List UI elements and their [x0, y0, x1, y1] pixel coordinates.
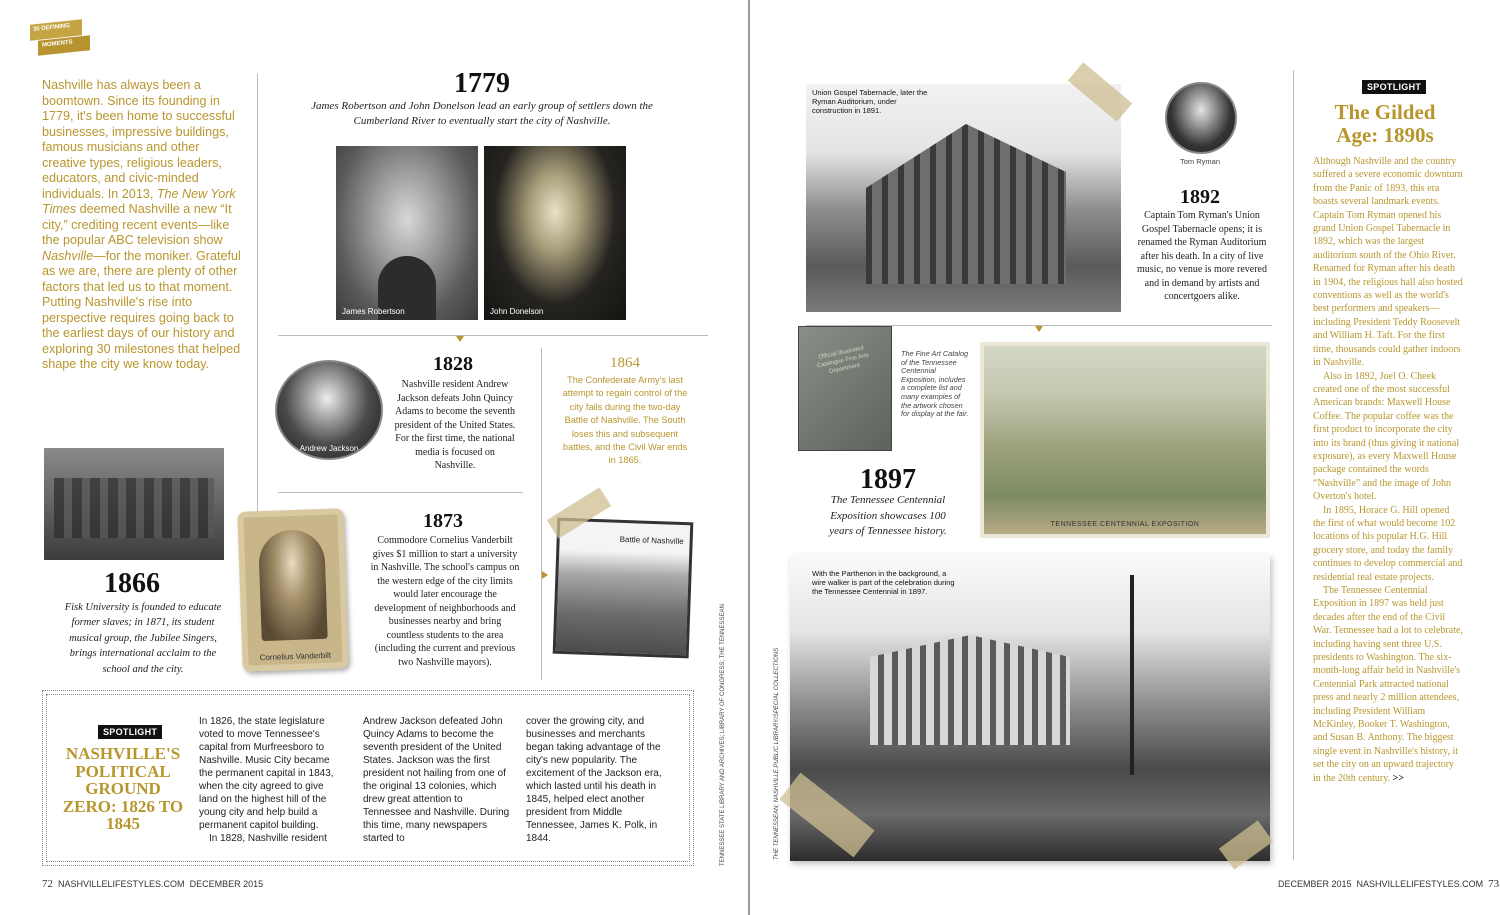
battle-of-nashville-photo — [553, 518, 694, 659]
spotlight-title: NASHVILLE'S POLITICAL GROUND ZERO: 1826 TO 1845 — [62, 744, 184, 833]
year-1892: 1892 — [1180, 186, 1220, 208]
badge-line1: 30 DEFINING — [32, 23, 71, 33]
rule-1828 — [278, 492, 523, 493]
event-1864-text: The Confederate Army's last attempt to regain control of the city fails during the two-day Battle of Nashville. The South loses this and subsequent battles, and the Civil War ends in 1865. — [562, 375, 688, 466]
sidebar-rule — [1293, 70, 1294, 860]
year-1828: 1828 — [433, 353, 473, 375]
arrow-1892 — [1035, 326, 1043, 332]
right-date: DECEMBER 2015 — [1278, 879, 1352, 889]
james-robertson-portrait — [336, 146, 478, 320]
right-folio — [1278, 878, 1499, 890]
james-robertson-caption: James Robertson — [342, 307, 405, 316]
badge-line2: MOMENTS — [41, 39, 73, 49]
year-1873: 1873 — [423, 510, 463, 532]
event-1892-text: Captain Tom Ryman's Union Gospel Tabernacle opens; it is renamed the Ryman Auditorium after his death. In a city of live music, no venue is more revered and in demand by artists and concertgoers alike. — [1137, 210, 1267, 302]
fine-art-catalog-book — [798, 326, 892, 451]
continued-marker: >> — [1392, 772, 1405, 784]
parthenon-wire-walker-photo — [790, 555, 1270, 861]
event-1873-text: Commodore Cornelius Vanderbilt gives $1 million to start a university in Nashville. The school's campus on the western edge of the city limits would later encourage the development of neighborhoods and businesses nearby and bring countless students to the area (including the current and previous two Nashville mayors). — [370, 535, 520, 668]
year-1864: 1864 — [610, 355, 640, 371]
arrow-1779 — [456, 336, 464, 342]
centennial-exposition-map — [980, 342, 1270, 538]
catalog-book-title: Official Illustrated Catalogue Fine Arts Department — [816, 345, 870, 376]
year-1866: 1866 — [104, 568, 160, 599]
tom-ryman-portrait — [1165, 82, 1237, 154]
andrew-jackson-portrait — [275, 360, 383, 460]
sidebar-title: The Gilded Age: 1890s — [1334, 100, 1436, 147]
andrew-jackson-caption: Andrew Jackson — [299, 444, 359, 453]
right-photo-credit: THE TENNESSEAN; NASHVILLE PUBLIC LIBRARY/SPECIAL COLLECTIONS — [774, 647, 780, 860]
defining-moments-badge — [30, 22, 90, 58]
left-site: NASHVILLELIFESTYLES.COM — [58, 879, 185, 889]
battle-caption: Battle of Nashville — [619, 534, 684, 547]
cornelius-vanderbilt-card — [237, 508, 349, 672]
union-gospel-tabernacle-photo — [806, 84, 1121, 312]
right-site: NASHVILLELIFESTYLES.COM — [1356, 879, 1484, 889]
john-donelson-portrait — [484, 146, 626, 320]
year-1897: 1897 — [860, 464, 916, 495]
sidebar-body — [1313, 155, 1463, 785]
event-1779-text: James Robertson and John Donelson lead an early group of settlers down the Cumberland River to eventually start the city of Nashville. — [311, 100, 653, 127]
expo-map-label: TENNESSEE CENTENNIAL EXPOSITION — [1050, 521, 1200, 528]
intro-paragraph: Nashville has always been a boomtown. Since its founding in 1779, it's been home to successful businesses, impressive buildings, famous musicians and other creative types, religious leaders, educators, and civic-minded individuals. In 2013, The New York Times deemed Nashville a new “It city,” crediting recent events—like the popular ABC television show Nashville—for the moniker. Grateful as we are, there are plenty of other factors that led us to that moment. Putting Nashville's rise into perspective requires going back to the earliest days of our history and exploring 30 milestones that helped shape the city we know today. — [42, 78, 241, 371]
spotlight-col1: In 1826, the state legislature voted to move Tennessee's capital from Murfreesboro to Nashville. Music City became the permanent capital in 1843, when the city agreed to give land on the highest hill of the young city and help build a permanent capitol building. In 1828, Nashville resident — [199, 716, 334, 844]
timeline-rule-1864 — [541, 348, 542, 680]
right-page-number: 73 — [1488, 878, 1500, 890]
spotlight-label: SPOTLIGHT — [98, 722, 162, 740]
left-folio — [42, 878, 263, 890]
tabernacle-caption: Union Gospel Tabernacle, later the Ryman Auditorium, under construction in 1891. — [812, 88, 928, 115]
year-1779: 1779 — [454, 68, 510, 99]
sidebar-p4: The Tennessee Centennial Exposition in 1897 was held just decades after the end of the Civil War. Tennessee had a lot to celebrate, including having sent three U.S. presidents to Washington. The six-month-long affair held in Nashville's Centennial Park attracted national press and nearly 2 million attendees, including President William McKinley, Booker T. Washington, and Susan B. Anthony. The biggest single event in Nashville's history, it set the city on an upward trajectory in the 20th century. — [1313, 585, 1463, 784]
left-photo-credit: TENNESSEE STATE LIBRARY AND ARCHIVES; LIBRARY OF CONGRESS; THE TENNESSEAN — [720, 604, 726, 866]
catalog-caption: The Fine Art Catalog of the Tennessee Centennial Exposition, includes a complete list and many examples of the artwork chosen for display at the fair. — [901, 349, 969, 419]
sidebar-p1: Although Nashville and the country suffered a severe economic downturn from the Panic of 1893, this era boasts several landmark events. Captain Tom Ryman opened his grand Union Gospel Tabernacle in 1892, which was the largest auditorium south of the Ohio River. Renamed for Ryman after his death in 1904, the religious hall also hosted conventions as well as the world's best performers and speakers—including President Teddy Roosevelt and William H. Taft. For the first time, thousands could gather indoors in Nashville. — [1313, 156, 1463, 369]
left-date: DECEMBER 2015 — [189, 879, 264, 889]
sidebar-p2: Also in 1892, Joel O. Cheek created one of the most successful American brands: Maxwell House Coffee. The popular coffee was the first product to incorporate the city into its brand (thus giving it national exposure), as every Maxwell House package contained the words “Nashville” and the image of John Overton's hotel. — [1313, 370, 1460, 503]
event-1866-text: Fisk University is founded to educate former slaves; in 1871, its student musical group, the Jubilee Singers, brings international acclaim to the school and the city. — [64, 602, 222, 675]
spotlight-col2: Andrew Jackson defeated John Quincy Adams to become the seventh president of the United States. Jackson was the first president not hailing from one of the original 13 colonies, which drew great attention to Tennessee and Nashville. During this time, many newspapers started to — [363, 716, 510, 844]
event-1828-text: Nashville resident Andrew Jackson defeats John Quincy Adams to become the seventh president of the United States. For the first time, the national media is focused on Nashville. — [394, 379, 516, 471]
arrow-1864 — [542, 571, 548, 579]
rule-1779 — [278, 335, 708, 336]
fisk-jubilee-singers-photo — [44, 448, 224, 560]
john-donelson-caption: John Donelson — [490, 307, 544, 316]
event-1897-text: The Tennessee Centennial Exposition showcases 100 years of Tennessee history. — [829, 494, 947, 537]
spotlight-col3: cover the growing city, and businesses and merchants began taking advantage of the city's new popularity. The excitement of the Jackson era, which lasted until his death in 1845, helped elect another president from Middle Tennessee, James K. Polk, in 1844. — [526, 716, 662, 844]
page-gutter — [748, 0, 750, 915]
vanderbilt-caption: Cornelius Vanderbilt — [259, 650, 332, 663]
left-page-number: 72 — [42, 878, 53, 890]
sidebar-p3: In 1895, Horace G. Hill opened the first of what would become 102 locations of his popular H.G. Hill grocery store, and today the family continues to develop commercial and residential real estate projects. — [1313, 504, 1463, 583]
parthenon-caption: With the Parthenon in the background, a wire walker is part of the celebration during the Tennessee Centennial in 1897. — [812, 569, 955, 596]
sidebar-spotlight-label: SPOTLIGHT — [1362, 77, 1426, 95]
tom-ryman-caption: Tom Ryman — [1180, 157, 1221, 166]
